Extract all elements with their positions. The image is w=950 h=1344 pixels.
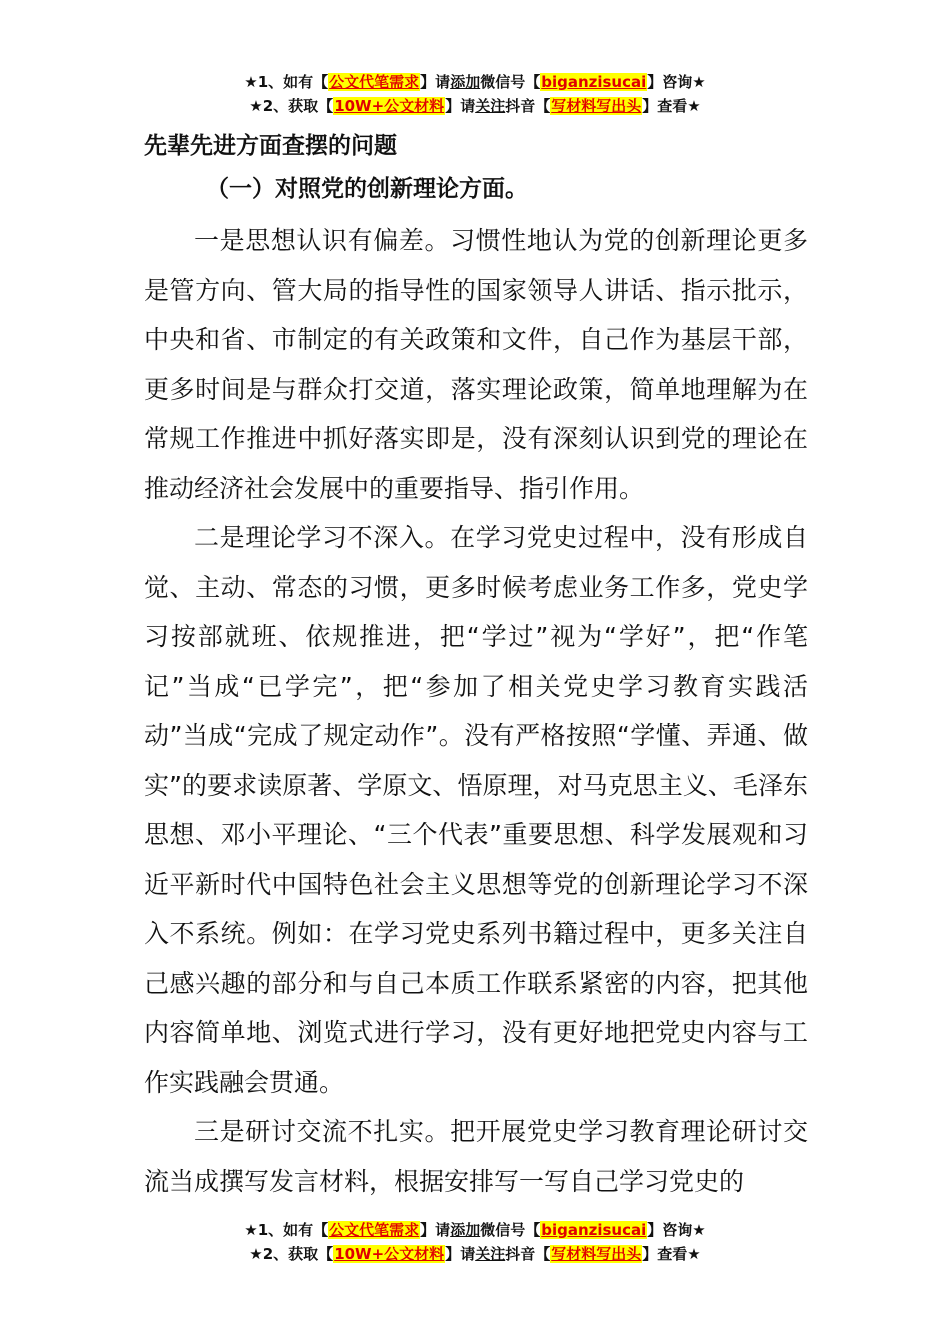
banner-line-1: ★1、如有【公文代笔需求】请添加微信号【biganzisucai】咨询★ [244, 73, 706, 91]
top-banner [0, 70, 950, 118]
banner-highlight: 公文代笔需求 [329, 1221, 420, 1239]
paragraph-2: 二是理论学习不深入。在学习党史过程中，没有形成自觉、主动、常态的习惯，更多时候考虑业务工作多，党史学习按部就班、依规推进，把“学过”视为“学好”，把“作笔记”当成“已学完”，把“参加了相关党史学习教育实践活动”当成“完成了规定动作”。没有严格按照“学懂、弄通、做实”的要求读原著、学原文、悟原理，对马克思主义、毛泽东思想、邓小平理论、“三个代表”重要思想、科学发展观和习近平新时代中国特色社会主义思想等党的创新理论学习不深入不系统。例如：在学习党史系列书籍过程中，更多关注自己感兴趣的部分和与自己本质工作联系紧密的内容，把其他内容简单地、浏览式进行学习，没有更好地把党史内容与工作实践融会贯通。 [144, 523, 808, 1097]
banner-douyin-id: 写材料写出头 [551, 1245, 642, 1263]
banner-highlight: 公文代笔需求 [329, 73, 420, 91]
banner-wechat-id: biganzisucai [541, 73, 647, 91]
section-heading: 先辈先进方面查摆的问题 [144, 133, 397, 159]
banner-highlight: 10W+公文材料 [334, 97, 445, 115]
banner-line-2: ★2、获取【10W+公文材料】请关注抖音【写材料写出头】查看★ [249, 1245, 701, 1263]
banner-highlight: 10W+公文材料 [334, 1245, 445, 1263]
banner-douyin-id: 写材料写出头 [551, 97, 642, 115]
document-body [144, 128, 808, 1206]
subsection-heading: （一）对照党的创新理论方面。 [206, 176, 528, 202]
bottom-banner [0, 1218, 950, 1266]
banner-line-1: ★1、如有【公文代笔需求】请添加微信号【biganzisucai】咨询★ [244, 1221, 706, 1239]
banner-line-2: ★2、获取【10W+公文材料】请关注抖音【写材料写出头】查看★ [249, 97, 701, 115]
paragraph-1: 一是思想认识有偏差。习惯性地认为党的创新理论更多是管方向、管大局的指导性的国家领导人讲话、指示批示，中央和省、市制定的有关政策和文件，自己作为基层干部，更多时间是与群众打交道，落实理论政策，简单地理解为在常规工作推进中抓好落实即是，没有深刻认识到党的理论在推动经济社会发展中的重要指导、指引作用。 [144, 226, 808, 503]
banner-wechat-id: biganzisucai [541, 1221, 647, 1239]
paragraph-3: 三是研讨交流不扎实。把开展党史学习教育理论研讨交流当成撰写发言材料，根据安排写一写自己学习党史的 [144, 1117, 808, 1196]
